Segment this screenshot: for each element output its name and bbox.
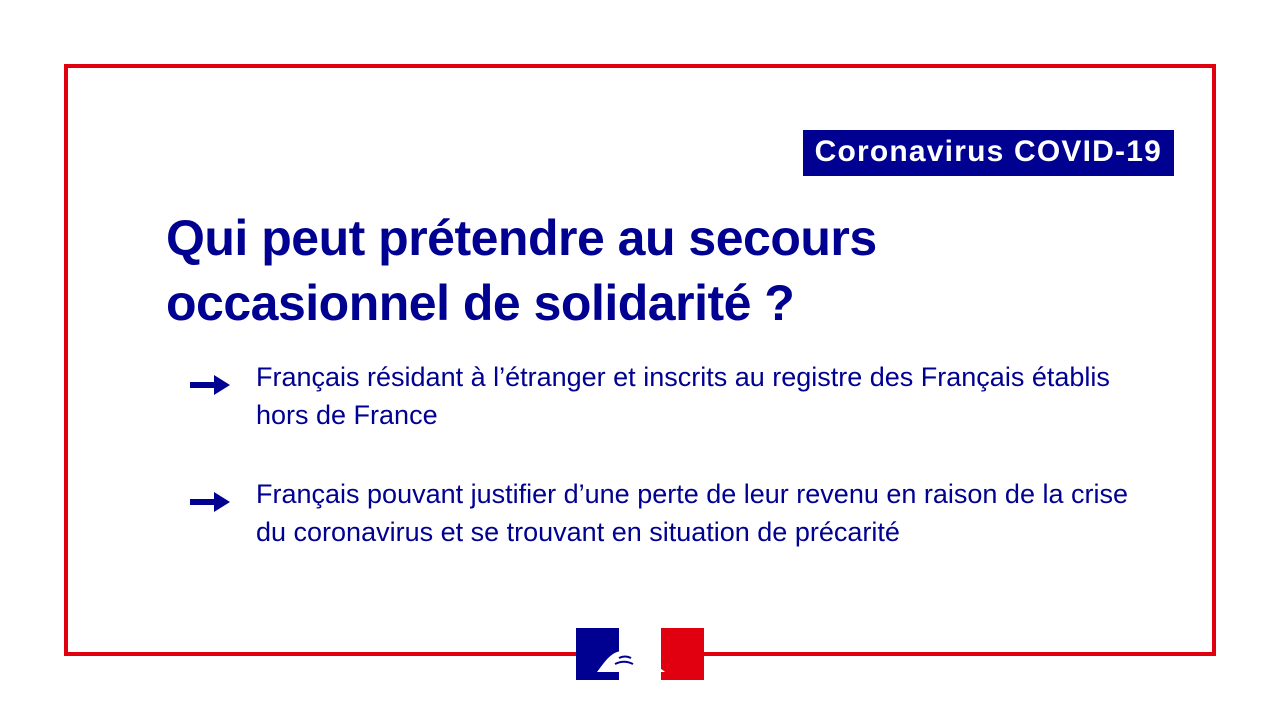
marianne-profile-icon <box>589 628 685 680</box>
list-item-label: Français pouvant justifier d’une perte de leur revenu en raison de la crise du coronavirus et se trouvant en situation de précarité <box>256 478 1128 547</box>
marianne-logo <box>576 628 704 680</box>
list-item-label: Français résidant à l’étranger et inscrits au registre des Français établis hors de France <box>256 362 1110 431</box>
arrow-right-icon <box>188 372 232 403</box>
arrow-right-icon <box>188 489 232 520</box>
page-title: Qui peut prétendre au secours occasionnel de solidarité ? <box>166 210 877 331</box>
slide-card <box>64 64 1216 656</box>
status-badge: Coronavirus COVID-19 <box>803 130 1174 176</box>
logo-band-white <box>619 628 662 680</box>
list-item <box>188 475 1182 552</box>
list-item <box>188 358 1182 435</box>
bullet-list <box>188 358 1182 551</box>
badge-row <box>803 130 1174 176</box>
